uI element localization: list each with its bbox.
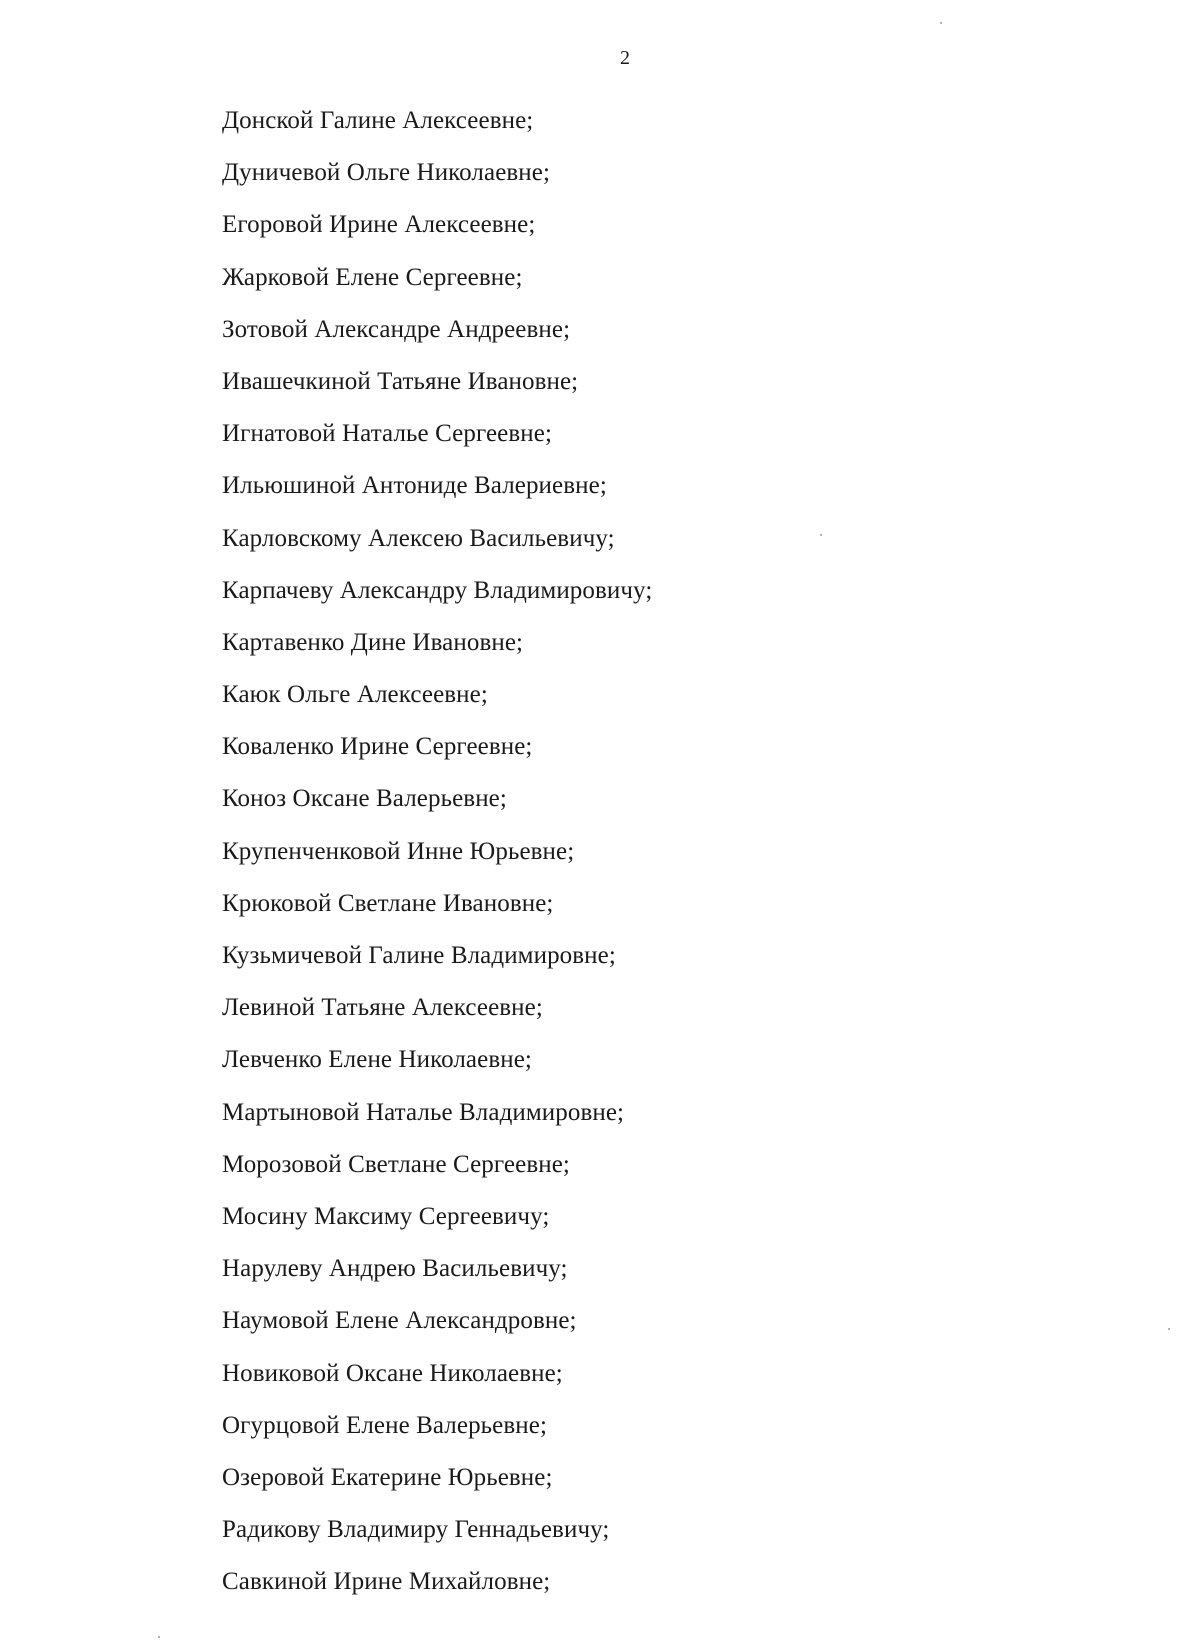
- list-item: Дуничевой Ольге Николаевне;: [222, 159, 551, 187]
- scan-speck: [1168, 1328, 1170, 1330]
- list-item: Игнатовой Наталье Сергеевне;: [222, 420, 552, 448]
- list-item: Егоровой Ирине Алексеевне;: [222, 211, 536, 239]
- list-item: Ильюшиной Антониде Валериевне;: [222, 472, 607, 500]
- list-item: Мосину Максиму Сергеевичу;: [222, 1202, 550, 1230]
- scan-speck: [820, 534, 822, 536]
- list-item: Зотовой Александре Андреевне;: [222, 315, 571, 343]
- list-item: Озеровой Екатерине Юрьевне;: [222, 1463, 553, 1491]
- page-number: 2: [620, 47, 630, 69]
- list-item: Мартыновой Наталье Владимировне;: [222, 1098, 625, 1126]
- list-item: Донской Галине Алексеевне;: [222, 107, 534, 134]
- list-item: Радикову Владимиру Геннадьевичу;: [222, 1516, 610, 1544]
- list-item: Морозовой Светлане Сергеевне;: [222, 1150, 570, 1178]
- scan-speck: [940, 22, 942, 24]
- list-item: Коноз Оксане Валерьевне;: [222, 785, 507, 813]
- list-item: Савкиной Ирине Михайловне;: [222, 1568, 551, 1596]
- list-item: Крюковой Светлане Ивановне;: [222, 889, 554, 917]
- list-item: Ивашечкиной Татьяне Ивановне;: [222, 367, 579, 395]
- list-item: Каюк Ольге Алексеевне;: [222, 681, 488, 709]
- list-item: Нарулеву Андрею Васильевичу;: [222, 1255, 568, 1283]
- list-item: Кузьмичевой Галине Владимировне;: [222, 942, 616, 969]
- list-item: Карпачеву Александру Владимировичу;: [222, 576, 653, 604]
- scan-speck: [158, 1636, 160, 1638]
- list-item: Жарковой Елене Сергеевне;: [222, 263, 523, 291]
- list-item: Огурцовой Елене Валерьевне;: [222, 1411, 548, 1439]
- list-item: Левиной Татьяне Алексеевне;: [222, 994, 543, 1022]
- list-item: Коваленко Ирине Сергеевне;: [222, 733, 533, 761]
- list-item: Новиковой Оксане Николаевне;: [222, 1359, 563, 1387]
- list-item: Картавенко Дине Ивановне;: [222, 628, 524, 656]
- name-list: [222, 106, 652, 1619]
- list-item: Крупенченковой Инне Юрьевне;: [222, 837, 575, 865]
- list-item: Левченко Елене Николаевне;: [222, 1046, 532, 1074]
- list-item: Наумовой Елене Александровне;: [222, 1307, 577, 1335]
- list-item: Карловскому Алексею Васильевичу;: [222, 524, 615, 552]
